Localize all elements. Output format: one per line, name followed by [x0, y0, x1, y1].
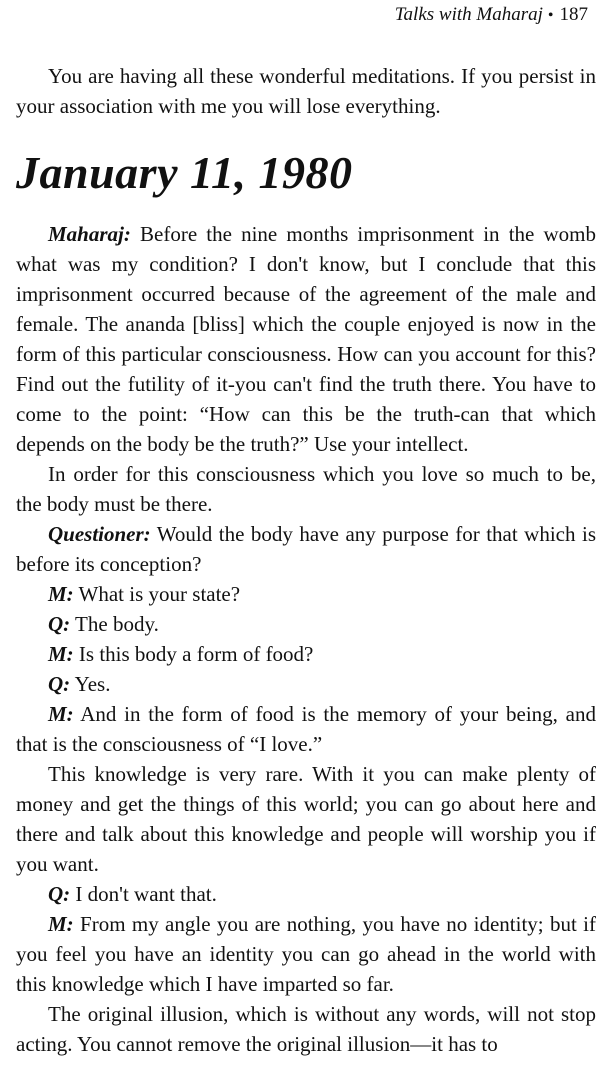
- paragraph-text: And in the form of food is the memory of your being, and that is the consciousness of “I love.”: [16, 702, 596, 756]
- speaker-label: M:: [48, 582, 74, 606]
- paragraph-text: From my angle you are nothing, you have no identity; but if you feel you have an identity you can go ahead in the world with this knowledge which I have imparted so far.: [16, 912, 596, 996]
- dialogue-paragraph: [16, 669, 596, 699]
- running-header-title: Talks with Maharaj: [394, 4, 543, 25]
- speaker-label: Q:: [48, 612, 71, 636]
- dialogue-paragraph: [16, 759, 596, 879]
- paragraph-text: I don't want that.: [70, 882, 217, 906]
- speaker-label: Questioner:: [48, 522, 151, 546]
- dialogue-paragraph: [16, 219, 596, 459]
- lead-paragraph: You are having all these wonderful meditations. If you persist in your association with me you will lose everything.: [16, 64, 596, 118]
- speaker-label: M:: [48, 642, 74, 666]
- dialogue-paragraph: [16, 459, 596, 519]
- speaker-label: Q:: [48, 882, 71, 906]
- date-heading: January 11, 1980: [16, 147, 353, 198]
- dialogue-paragraph: [16, 699, 596, 759]
- dialogue-paragraph: [16, 999, 596, 1059]
- dialogue-paragraph: [16, 579, 596, 609]
- paragraph-text: Is this body a form of food?: [73, 642, 314, 666]
- paragraph-text: What is your state?: [73, 582, 241, 606]
- running-header-bullet: •: [547, 7, 554, 24]
- dialogue-paragraph: [16, 639, 596, 669]
- speaker-label: M:: [48, 912, 74, 936]
- dialogue-paragraph: [16, 519, 596, 579]
- paragraph-text: The original illusion, which is without any words, will not stop acting. You cannot remove the original illusion—it has to: [16, 1002, 596, 1056]
- body-text: [16, 61, 596, 1059]
- paragraph-text: Yes.: [70, 672, 111, 696]
- running-header: [395, 2, 588, 29]
- paragraph-text: The body.: [70, 612, 159, 636]
- dialogue-paragraph: [16, 879, 596, 909]
- paragraph-text: Before the nine months imprisonment in the womb what was my condition? I don't know, but I conclude that this imprisonment occurred because of the agreement of the male and female. The ananda [bliss] which the couple enjoyed is now in the form of this particular consciousness. How can you account for this? Find out the futility of it-you can't find the truth there. You have to come to the point: “How can this be the truth-can that which depends on the body be the truth?” Use your intellect.: [16, 222, 596, 456]
- dialogue-paragraph: [16, 609, 596, 639]
- speaker-label: Maharaj:: [48, 222, 131, 246]
- page-number: 187: [559, 4, 588, 25]
- book-page: [16, 0, 596, 1092]
- speaker-label: M:: [48, 702, 74, 726]
- paragraph-text: Would the body have any purpose for that which is before its conception?: [16, 522, 596, 576]
- dialogue-paragraph: [16, 909, 596, 999]
- paragraph-text: This knowledge is very rare. With it you can make plenty of money and get the things of this world; you can go about here and there and talk about this knowledge and people will worship you if you want.: [16, 762, 596, 876]
- speaker-label: Q:: [48, 672, 71, 696]
- paragraph-text: In order for this consciousness which you love so much to be, the body must be there.: [16, 462, 596, 516]
